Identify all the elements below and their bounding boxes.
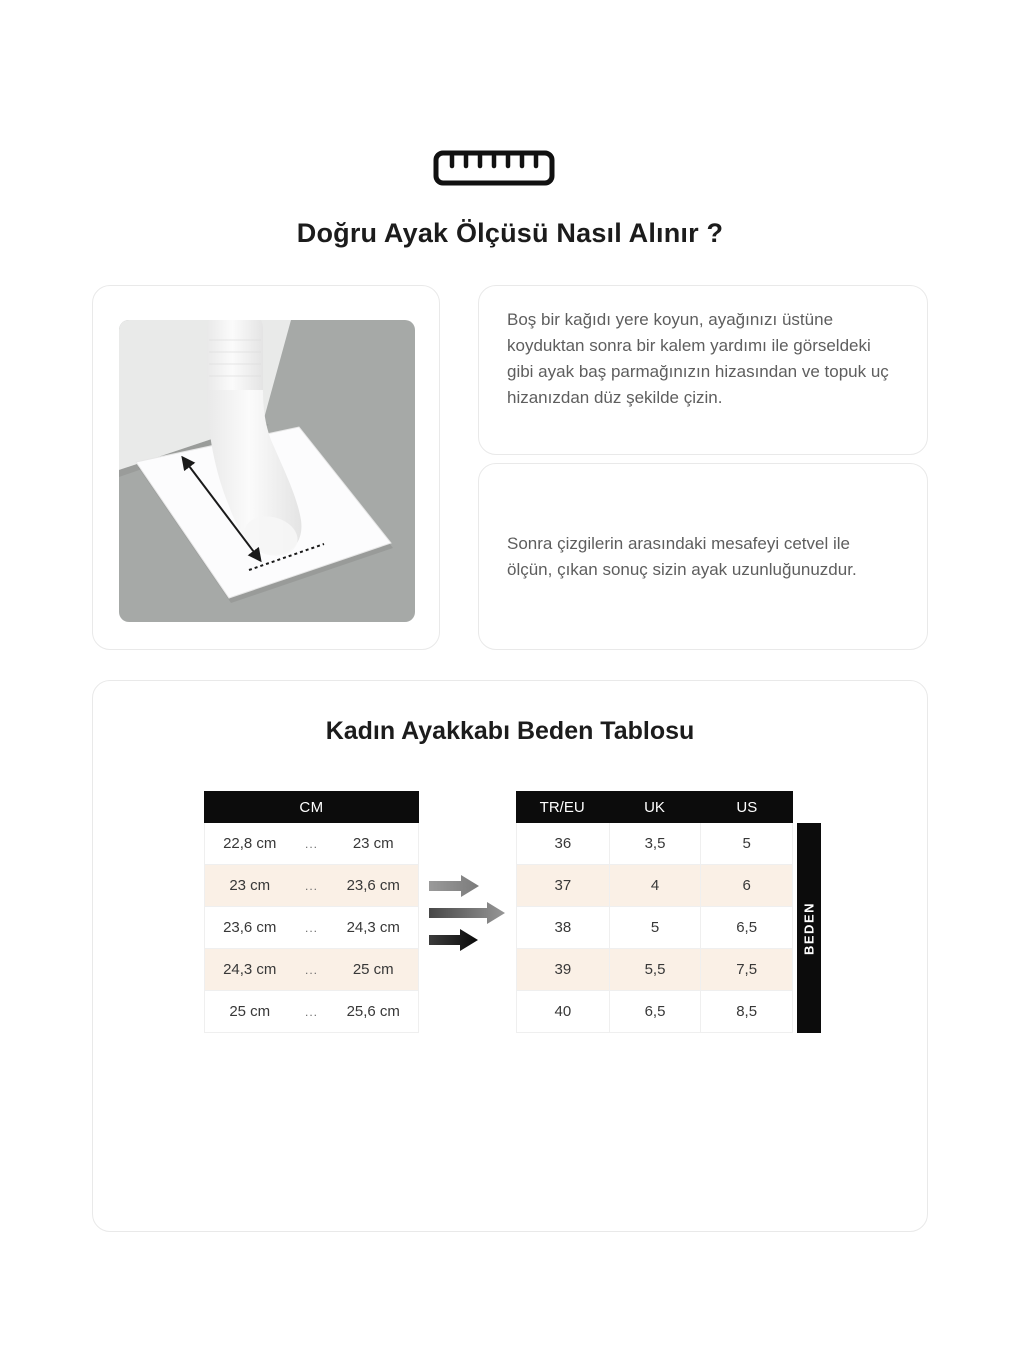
measure-photo-card: [92, 285, 440, 650]
table-row: [516, 907, 793, 949]
range-dots: ...: [304, 836, 318, 851]
ruler-icon: [433, 150, 555, 186]
foot-measurement-photo: [119, 320, 415, 622]
table-row: [516, 949, 793, 991]
col-header-us: US: [736, 798, 758, 816]
cm-range-end: 24,3 cm: [346, 919, 400, 936]
size-cell: 36: [554, 835, 572, 852]
instruction-text-2: Sonra çizgilerin arasındaki mesafeyi cetvel ile ölçün, çıkan sonuç sizin ayak uzunluğunuzdur.: [507, 533, 857, 579]
size-cell: 4: [609, 865, 701, 906]
table-row: [516, 991, 793, 1033]
table-row: [204, 991, 419, 1033]
range-dots: ...: [304, 1004, 318, 1019]
cm-range-start: 22,8 cm: [223, 835, 277, 852]
conversion-table-header-row: [516, 791, 793, 823]
size-cell: 7,5: [700, 949, 792, 990]
size-conversion-table: [516, 791, 793, 1033]
size-cell: 6: [700, 865, 792, 906]
table-row: [204, 823, 419, 865]
cm-range-start: 25 cm: [229, 1003, 271, 1020]
range-dots: ...: [304, 920, 318, 935]
cm-range-end: 25 cm: [352, 961, 394, 978]
col-header-uk: UK: [644, 798, 665, 816]
table-row: [516, 865, 793, 907]
size-cell: 5: [609, 907, 701, 948]
instruction-card-2: [478, 463, 928, 650]
size-table-title: Kadın Ayakkabı Beden Tablosu: [325, 717, 695, 745]
beden-sidebar-label: BEDEN: [797, 823, 821, 1033]
table-row: [204, 865, 419, 907]
size-cell: 39: [554, 961, 572, 978]
size-cell: 5: [700, 823, 792, 864]
size-cell: 40: [554, 1003, 572, 1020]
size-cell: 37: [554, 877, 572, 894]
cm-range-start: 24,3 cm: [223, 961, 277, 978]
size-cell: 38: [554, 919, 572, 936]
conversion-arrows-icon: [429, 873, 505, 953]
size-cell: 6,5: [609, 991, 701, 1032]
size-cell: 5,5: [609, 949, 701, 990]
page-title: Doğru Ayak Ölçüsü Nasıl Alınır ?: [296, 218, 724, 248]
instruction-card-1: [478, 285, 928, 455]
cm-range-end: 23 cm: [352, 835, 394, 852]
table-row: [204, 907, 419, 949]
cm-range-end: 25,6 cm: [346, 1003, 400, 1020]
size-cell: 8,5: [700, 991, 792, 1032]
cm-table-header: CM: [204, 791, 419, 823]
cm-table: [204, 791, 419, 1033]
range-dots: ...: [304, 962, 318, 977]
size-table-card: [92, 680, 928, 1232]
cm-range-start: 23,6 cm: [223, 919, 277, 936]
size-cell: 6,5: [700, 907, 792, 948]
col-header-treu: TR/EU: [539, 798, 585, 816]
range-dots: ...: [304, 878, 318, 893]
size-cell: 3,5: [609, 823, 701, 864]
instruction-text-1: Boş bir kağıdı yere koyun, ayağınızı üstüne koyduktan sonra bir kalem yardımı ile görseldeki gibi ayak baş parmağınızın hizasından ve topuk uç hizanızdan düz şekilde çizin.: [507, 310, 889, 407]
cm-range-start: 23 cm: [229, 877, 271, 894]
table-row: [516, 823, 793, 865]
cm-range-end: 23,6 cm: [346, 877, 400, 894]
table-row: [204, 949, 419, 991]
